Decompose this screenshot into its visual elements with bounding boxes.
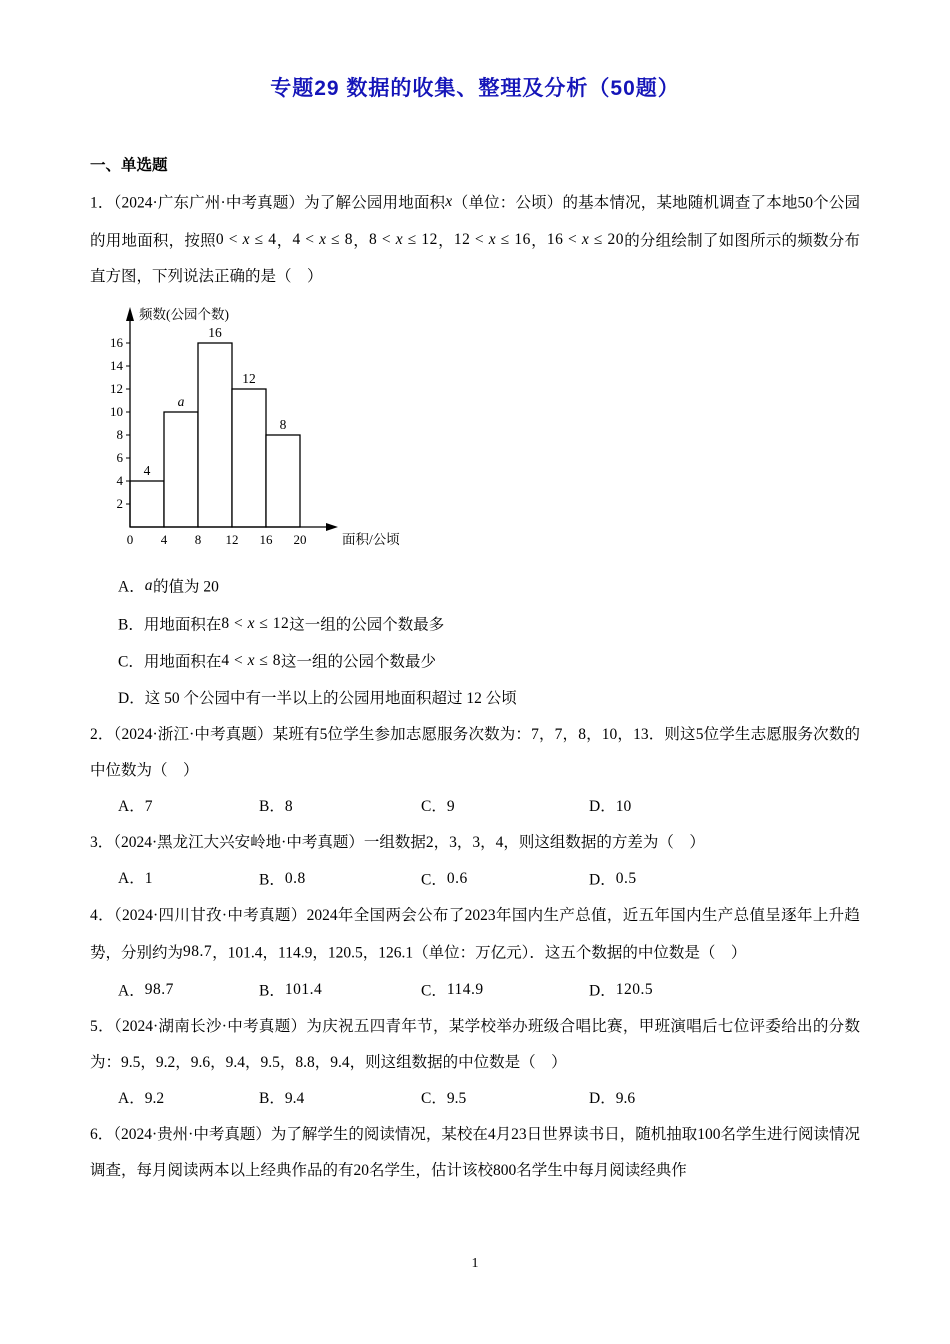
svg-text:面积/公顷: 面积/公顷: [342, 532, 400, 547]
math-expression: 98.7: [144, 980, 174, 998]
math-expression: 0.6: [446, 869, 468, 887]
frequency-histogram: [92, 299, 422, 561]
option-B: B．8: [259, 797, 293, 815]
option-B: B．0.8: [259, 869, 306, 888]
question-1-stem: 1．（2024·广东广州·中考真题）为了解公园用地面积x（单位：公顷）的基本情况，某地随机调查了本地50个公园的用地面积，按照0 < x ≤ 4，4 < x ≤ 8，8 < x ≤ 12，12 < x ≤ 16，16 < x ≤ 20的分组绘制了如图所示的频数分布直方图，下列说法正确的是（ ）: [90, 193, 860, 285]
svg-text:a: a: [177, 394, 185, 409]
option-D: D．0.5: [589, 869, 637, 888]
option-B: B．用地面积在8 < x ≤ 12这一组的公园个数最多: [118, 614, 445, 633]
svg-text:10: 10: [110, 404, 123, 419]
question-3-stem: 3．（2024·黑龙江大兴安岭地·中考真题）一组数据2，3，3，4，则这组数据的方差为（ ）: [90, 833, 705, 851]
svg-text:20: 20: [293, 532, 307, 547]
question-1-options: [90, 568, 860, 717]
svg-text:12: 12: [225, 532, 239, 547]
question-5-stem: 5．（2024·湖南长沙·中考真题）为庆祝五四青年节，某学校举办班级合唱比赛，甲班演唱后七位评委给出的分数为：9.5，9.2，9.6，9.4，9.5，8.8，9.4，则这组数据的中位数是（ ）: [90, 1018, 860, 1071]
svg-text:2: 2: [116, 496, 123, 511]
math-expression: 98.7: [183, 943, 213, 960]
option-D: D．120.5: [589, 980, 654, 999]
svg-text:4: 4: [160, 532, 168, 547]
math-expression: 0.5: [615, 869, 637, 887]
option-A: A．7: [118, 797, 153, 815]
svg-text:16: 16: [208, 325, 222, 340]
svg-text:频数(公园个数): 频数(公园个数): [139, 307, 229, 322]
question-2-options: [90, 789, 860, 825]
option-C: C．0.6: [421, 869, 468, 888]
math-expression: 0 < x ≤ 4: [215, 230, 277, 248]
option-C: C．用地面积在4 < x ≤ 8这一组的公园个数最少: [118, 652, 437, 671]
question-3-options: [90, 861, 860, 899]
svg-text:4: 4: [143, 463, 151, 478]
svg-text:16: 16: [110, 335, 123, 350]
option-D: D．这 50 个公园中有一半以上的公园用地面积超过 12 公顷: [118, 689, 517, 707]
question-5-options: [90, 1081, 860, 1117]
svg-text:8: 8: [116, 427, 123, 442]
math-expression: 120.5: [615, 980, 654, 998]
math-expression: 101.4: [284, 980, 323, 998]
page-number: 1: [471, 1256, 479, 1271]
math-expression: a: [144, 577, 153, 594]
option-C: C．9: [421, 797, 455, 815]
question-4-stem: 4．（2024·四川甘孜·中考真题）2024年全国两会公布了2023年国内生产总值，近五年国内生产总值呈逐年上升趋势，分别约为98.7，101.4，114.9，120.5，126.1（单位：万亿元）．这五个数据的中位数是（ ）: [90, 907, 860, 962]
section-heading: 一、单选题: [90, 157, 168, 174]
question-2-stem: 2．（2024·浙江·中考真题）某班有5位学生参加志愿服务次数为：7，7，8，10，13．则这5位学生志愿服务次数的中位数为（ ）: [90, 725, 860, 779]
page-title: 专题29 数据的收集、整理及分析（50题）: [270, 77, 680, 100]
svg-text:6: 6: [116, 450, 123, 465]
question-4-options: [90, 972, 860, 1010]
svg-text:16: 16: [259, 532, 273, 547]
option-A: A．a的值为 20: [118, 577, 219, 596]
math-expression: 16 < x ≤ 20: [546, 230, 624, 248]
option-C: C．114.9: [421, 980, 484, 999]
option-A: A．1: [118, 869, 153, 887]
svg-text:8: 8: [194, 532, 202, 547]
option-B: B．9.4: [259, 1090, 305, 1107]
option-D: D．10: [589, 797, 632, 815]
math-expression: 4 < x ≤ 8: [221, 652, 281, 669]
option-C: C．9.5: [421, 1090, 467, 1107]
math-expression: 12 < x ≤ 16: [453, 230, 531, 248]
svg-text:0: 0: [126, 532, 134, 547]
math-expression: 0.8: [284, 869, 306, 887]
svg-text:12: 12: [242, 371, 256, 386]
svg-text:14: 14: [110, 358, 123, 373]
math-expression: 4 < x ≤ 8: [292, 230, 354, 248]
question-6-stem: 6．（2024·贵州·中考真题）为了解学生的阅读情况，某校在4月23日世界读书日，随机抽取100名学生进行阅读情况调查，每月阅读两本以上经典作品的有20名学生，估计该校800名学生中每月阅读经典作: [90, 1126, 860, 1179]
option-A: A．98.7: [118, 980, 174, 999]
svg-text:12: 12: [110, 381, 123, 396]
option-A: A．9.2: [118, 1090, 165, 1107]
option-B: B．101.4: [259, 980, 323, 999]
math-expression: 8 < x ≤ 12: [369, 230, 438, 248]
math-expression: 8 < x ≤ 12: [221, 614, 290, 632]
histogram-figure: [92, 299, 860, 566]
option-D: D．9.6: [589, 1090, 636, 1107]
svg-text:8: 8: [279, 417, 287, 432]
math-expression: 114.9: [446, 980, 484, 998]
svg-text:4: 4: [116, 473, 123, 488]
math-expression: x: [445, 193, 453, 210]
